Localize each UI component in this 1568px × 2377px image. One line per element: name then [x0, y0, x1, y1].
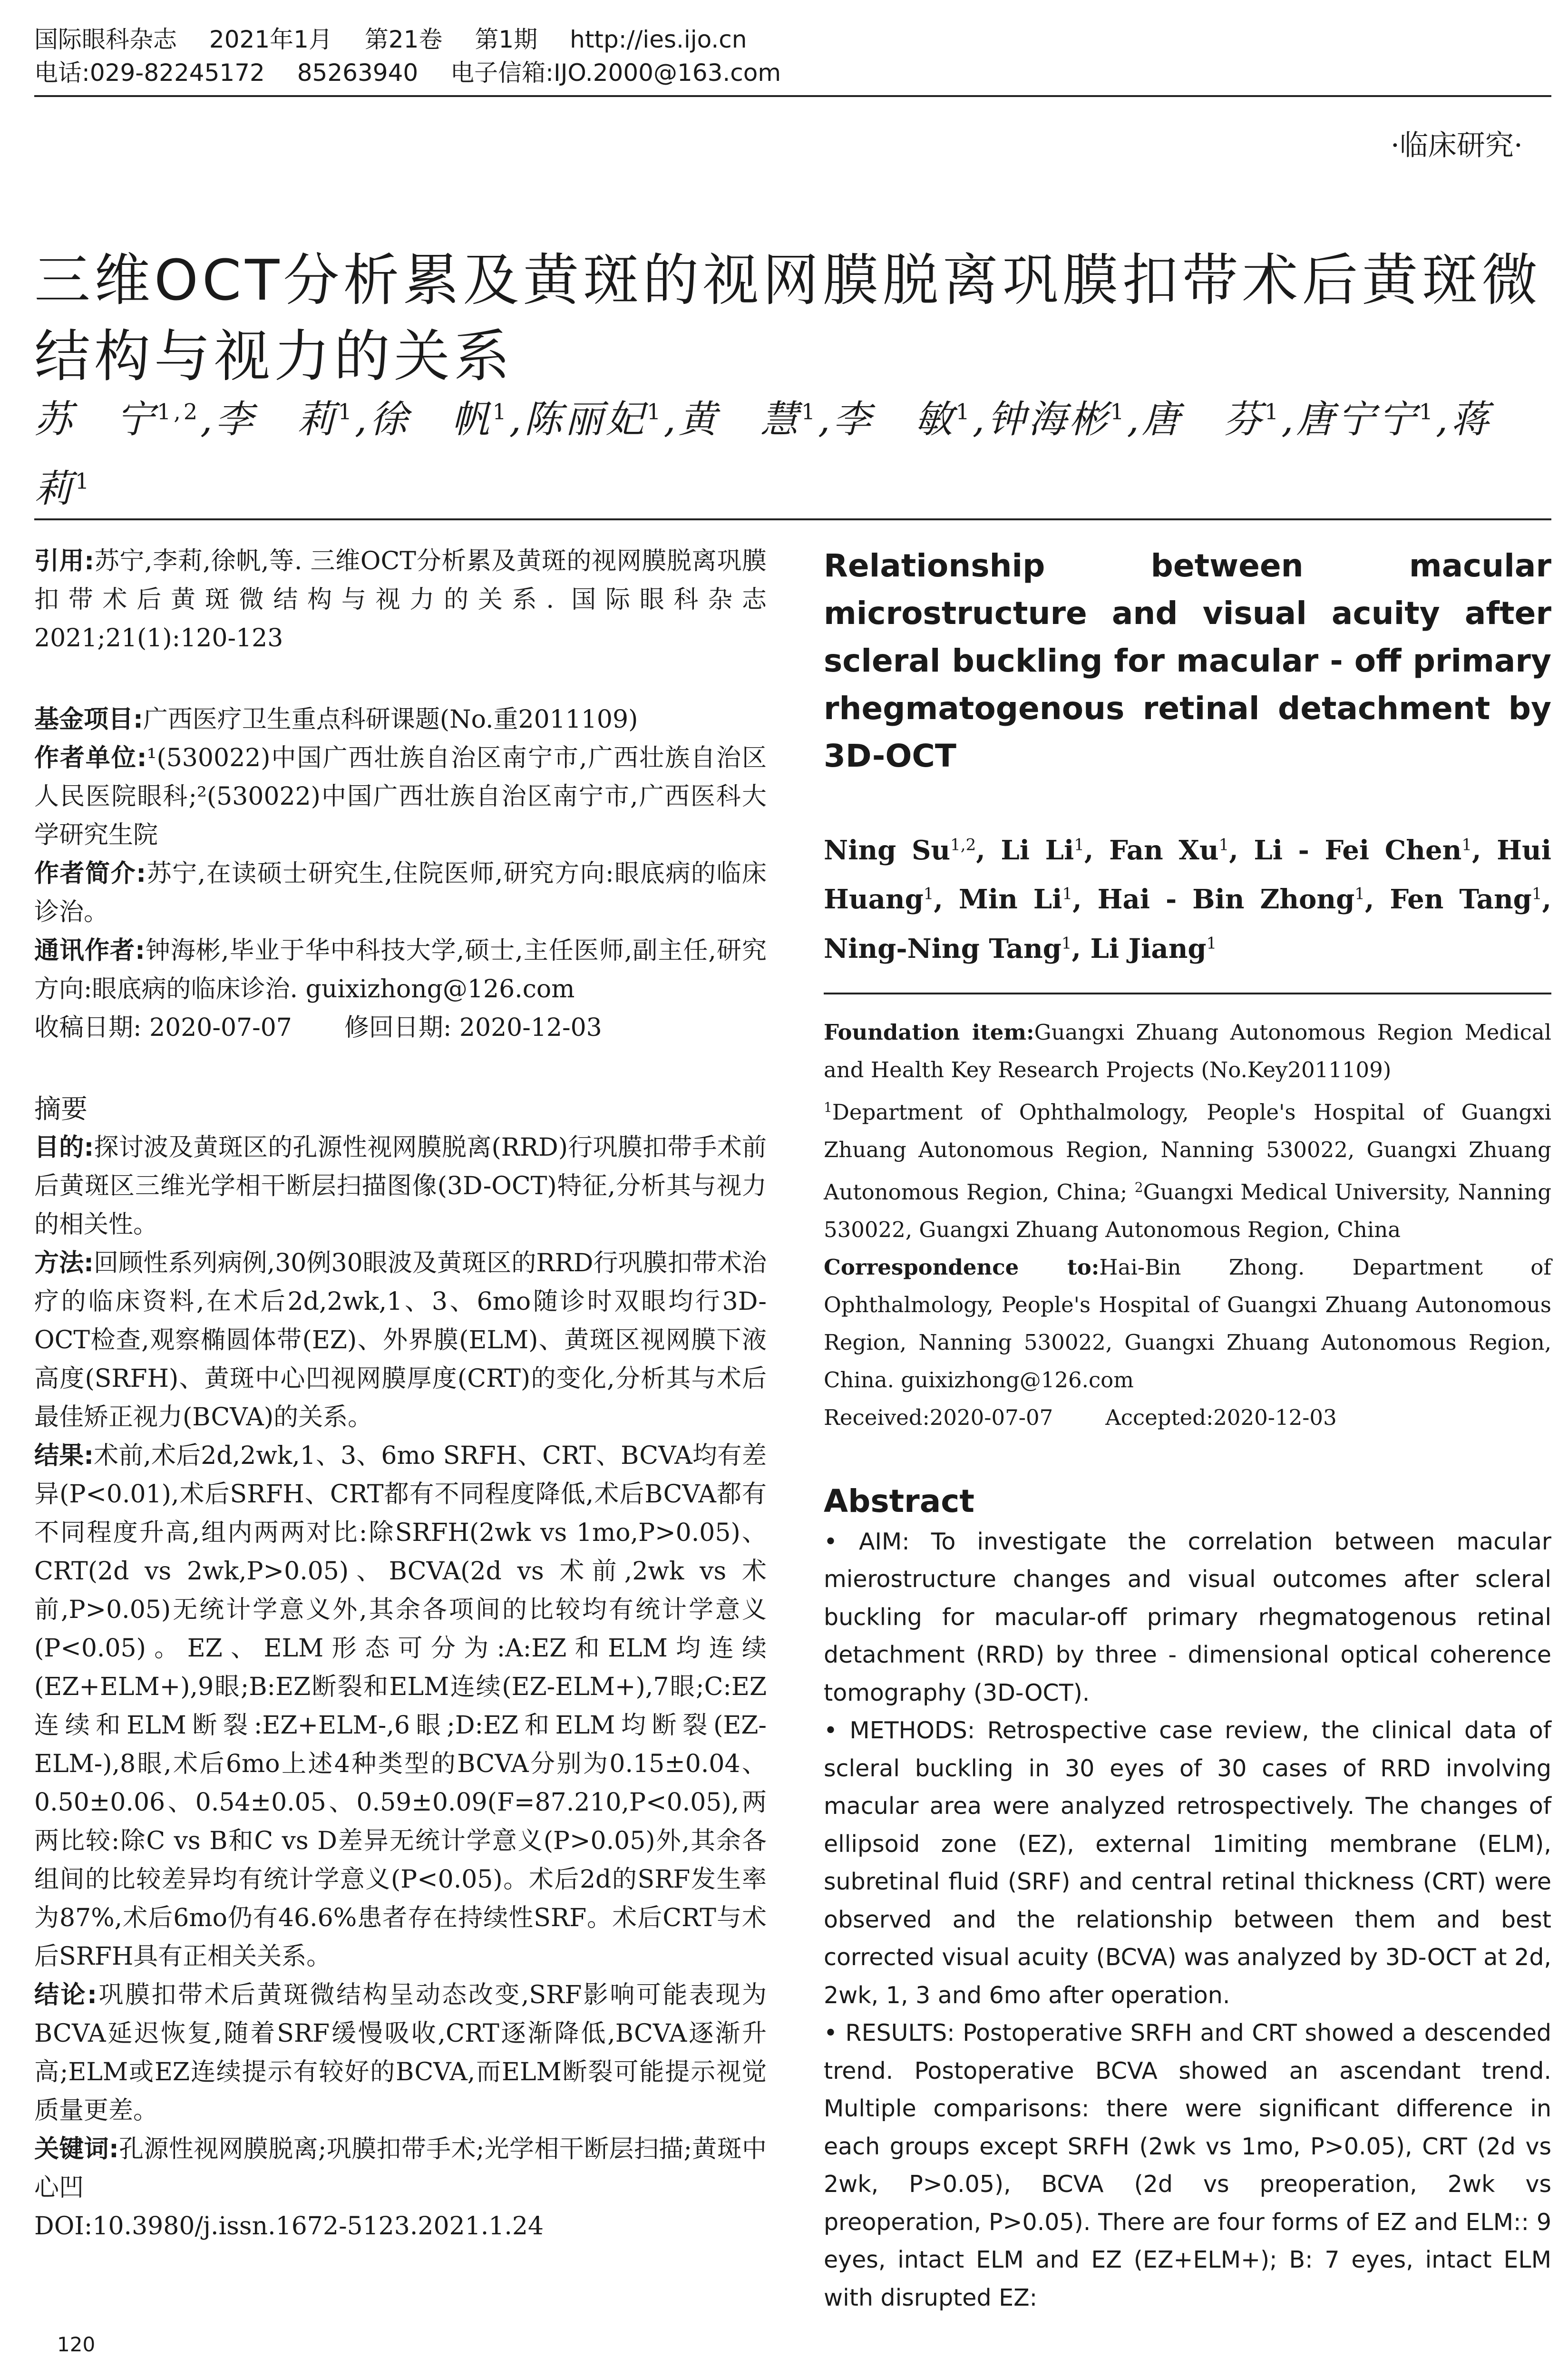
- fund-label: 基金项目:: [34, 705, 143, 734]
- received-en: Received:2020-07-07: [824, 1404, 1053, 1430]
- author-cn: 唐 芬$^1$: [1141, 397, 1282, 441]
- abstract-heading-cn: 摘要: [34, 1094, 88, 1125]
- doi[interactable]: DOI:10.3980/j.issn.1672-5123.2021.1.24: [34, 2212, 544, 2241]
- aim-label-en: • AIM:: [824, 1528, 910, 1555]
- english-author-list: Ning Su$^{1,2}$, Li Li$^1$, Fan Xu$^1$, Li - Fei Chen$^1$, Hui Huang$^1$, Min Li$^1$, Hai - Bin Zhong$^1$, Fen Tang$^1$, Ning-Ning Tang$^1$, Li Jiang$^1$: [824, 834, 1552, 964]
- corr-label: 通讯作者:: [34, 936, 145, 965]
- article-title: 三维OCT分析累及黄斑的视网膜脱离巩膜扣带术后黄斑微结构与视力的关系: [34, 247, 1542, 390]
- header-line-2: [34, 56, 1551, 89]
- citation-text: 苏宁,李莉,徐帆,等. 三维OCT分析累及黄斑的视网膜脱离巩膜扣带术后黄斑微结构与视力的关系. 国际眼科杂志 2021;21(1):120-123: [34, 547, 767, 653]
- methods-label-en: • METHODS:: [824, 1717, 975, 1744]
- chinese-author-list: 苏 宁$^{1,2}$,李 莉$^1$,徐 帆$^1$,陈丽妃$^1$,黄 慧$^1$,李 敏$^1$,钟海彬$^1$,唐 芬$^1$,唐宁宁$^1$,蒋 莉$^1$: [34, 397, 1533, 511]
- methods-label-cn: 方法:: [34, 1249, 94, 1277]
- author-en: Li Li$^1$: [1001, 834, 1084, 866]
- author-bio: [34, 855, 767, 932]
- affiliation-label: 作者单位:: [34, 744, 147, 772]
- author-cn: 苏 宁$^{1,2}$: [34, 397, 201, 441]
- affiliation-1: Department of Ophthalmology, People's Hospital of Guangxi Zhuang Autonomous Region, Nanning 530022, Guangxi Zhuang Autonomous Region, China;: [824, 1099, 1551, 1205]
- author-cn: 黄 慧$^1$: [678, 397, 818, 441]
- keywords-text-cn: 孔源性视网膜脱离;巩膜扣带手术;光学相干断层扫描;黄斑中心凹: [34, 2135, 767, 2202]
- author-cn: 陈丽妃$^1$: [524, 397, 664, 441]
- abstract-conclusion-cn: [34, 1976, 767, 2130]
- english-divider: [824, 993, 1551, 994]
- affiliation: [34, 739, 767, 855]
- english-correspondence: [824, 1248, 1551, 1399]
- english-metadata: [824, 1013, 1551, 1436]
- bio-text: 苏宁,在读硕士研究生,住院医师,研究方向:眼底病的临床诊治。: [34, 859, 767, 926]
- author-en: Li Jiang$^1$: [1090, 933, 1217, 964]
- foundation-label: Foundation item:: [824, 1019, 1034, 1045]
- author-cn: 唐宁宁$^1$: [1296, 397, 1436, 441]
- citation: [34, 542, 767, 658]
- results-text-cn: 术前,术后2d,2wk,1、3、6mo SRFH、CRT、BCVA均有差异(P<0.01),术后SRFH、CRT都有不同程度降低,术后BCVA都有不同程度升高,组内两两对比:除SRFH(2wk vs 1mo,P>0.05)、CRT(2d vs 2wk,P>0.05)、BCVA(2d vs 术前,2wk vs 术前,P>0.05)无统计学意义外,其余各项间的比较均有统计学意义(P<0.05)。EZ、ELM形态可分为:A:EZ和ELM均连续(EZ+ELM+),9眼;B:EZ断裂和ELM连续(EZ-ELM+),7眼;C:EZ连续和ELM断裂:EZ+ELM-,6眼;D:EZ和ELM均断裂(EZ-ELM-),8眼,术后6mo上述4种类型的BCVA分别为0.15±0.04、0.50±0.06、0.54±0.05、0.59±0.09(F=87.210,P<0.05),两两比较:除C vs B和C vs D差异无统计学意义(P>0.05)外,其余各组间的比较差异均有统计学意义(P<0.05)。术后2d的SRF发生率为87%,术后6mo仍有46.6%患者存在持续性SRF。术后CRT与术后SRFH具有正相关关系。: [34, 1442, 767, 1971]
- corresponding-author: [34, 932, 767, 1009]
- english-abstract: [824, 1523, 1551, 2317]
- revised-date: 修回日期: 2020-12-03: [344, 1013, 602, 1042]
- journal-phone-2: 85263940: [297, 59, 419, 87]
- received-date: 收稿日期: 2020-07-07: [34, 1013, 292, 1042]
- header-divider: [34, 95, 1551, 97]
- dates: [34, 1009, 767, 1047]
- english-title: Relationship between macular microstructure and visual acuity after scleral buckling for macular - off primary rhegmatogenous retinal detachment by 3D-OCT: [824, 547, 1551, 774]
- correspondence-text: Hai-Bin Zhong. Department of Ophthalmology, People's Hospital of Guangxi Zhuang Autonomous Region, Nanning 530022, Guangxi Zhuang Autonomous Region, China. guixizhong@126.com: [824, 1254, 1551, 1393]
- accepted-en: Accepted:2020-12-03: [1105, 1404, 1337, 1430]
- english-affiliation: $^1$Department of Ophthalmology, People's Hospital of Guangxi Zhuang Autonomous Region, Nanning 530022, Guangxi Zhuang Autonomous Region, China; $^2$Guangxi Medical University, Nanning 530022, Guangxi Zhuang Autonomous Region, China: [824, 1099, 1552, 1242]
- journal-header: [34, 23, 1551, 89]
- aim-text-en: To investigate the correlation between macular mierostructure changes and visual outcomes after scleral buckling for macular-off primary rhegmatogenous retinal detachment (RRD) by three - dimensional optical coherence tomography (3D-OCT).: [824, 1528, 1551, 1706]
- affiliation-2: Guangxi Medical University, Nanning 530022, Guangxi Zhuang Autonomous Region, China: [824, 1179, 1552, 1242]
- methods-text-en: Retrospective case review, the clinical data of scleral buckling in 30 eyes of 30 cases of RRD involving macular area were analyzed retrospectively. The changes of ellipsoid zone (EZ), external 1imiting membrane (ELM), subretinal fluid (SRF) and central retinal thickness (CRT) were observed and the relationship between them and best corrected visual acuity (BCVA) was analyzed by 3D-OCT at 2d, 2wk, 1, 3 and 6mo after operation.: [824, 1717, 1552, 2009]
- chinese-column: [34, 542, 767, 2246]
- author-en: Ning Su$^{1,2}$: [824, 834, 976, 866]
- results-label-en: • RESULTS:: [824, 2019, 955, 2047]
- author-en: Hui Huang$^1$: [824, 834, 1552, 916]
- foundation-text: Guangxi Zhuang Autonomous Region Medical and Health Key Research Projects (No.Key2011109): [824, 1019, 1551, 1082]
- foundation-item: [824, 1013, 1551, 1089]
- abstract-heading-en: Abstract: [824, 1482, 974, 1520]
- volume: 第21卷: [364, 26, 443, 53]
- author-en: Fen Tang$^1$: [1390, 884, 1542, 916]
- results-label-cn: 结果:: [34, 1442, 94, 1470]
- author-cn: 蒋 莉$^1$: [34, 397, 1533, 511]
- bio-label: 作者简介:: [34, 859, 146, 888]
- keywords-label-cn: 关键词:: [34, 2135, 119, 2163]
- abstract-results-cn: [34, 1437, 767, 1976]
- conclusion-label-cn: 结论:: [34, 1981, 97, 2009]
- methods-text-cn: 回顾性系列病例,30例30眼波及黄斑区的RRD行巩膜扣带术治疗的临床资料,在术后2d,2wk,1、3、6mo随诊时双眼均行3D-OCT检查,观察椭圆体带(EZ)、外界膜(ELM)、黄斑区视网膜下液高度(SRFH)、黄斑中心凹视网膜厚度(CRT)的变化,分析其与术后最佳矫正视力(BCVA)的关系。: [34, 1249, 767, 1432]
- header-line-1: [34, 23, 1551, 56]
- abstract-results-en: [824, 2014, 1551, 2317]
- english-column: [824, 542, 1551, 2317]
- citation-label: 引用:: [34, 547, 95, 575]
- journal-name: 国际眼科杂志: [34, 26, 177, 53]
- conclusion-text-cn: 巩膜扣带术后黄斑微结构呈动态改变,SRF影响可能表现为BCVA延迟恢复,随着SRF缓慢吸收,CRT逐渐降低,BCVA逐渐升高;ELM或EZ连续提示有较好的BCVA,而ELM断裂可能提示视觉质量更差。: [34, 1981, 767, 2125]
- fund: [34, 701, 767, 739]
- author-en: Min Li$^1$: [958, 884, 1073, 916]
- author-en: Fan Xu$^1$: [1109, 834, 1229, 866]
- issue: 第1期: [475, 26, 538, 53]
- fund-text: 广西医疗卫生重点科研课题(No.重2011109): [143, 705, 638, 734]
- page-number: 120: [57, 2333, 96, 2356]
- corr-text: 钟海彬,毕业于华中科技大学,硕士,主任医师,副主任,研究方向:眼底病的临床诊治. guixizhong@126.com: [34, 936, 767, 1003]
- author-en: Li - Fei Chen$^1$: [1254, 834, 1472, 866]
- english-dates: [824, 1399, 1551, 1436]
- abstract-methods-en: [824, 1712, 1551, 2014]
- title-divider: [34, 518, 1551, 520]
- affiliation-text: ¹(530022)中国广西壮族自治区南宁市,广西壮族自治区人民医院眼科;²(530022)中国广西壮族自治区南宁市,广西医科大学研究生院: [34, 744, 767, 849]
- author-cn: 李 莉$^1$: [215, 397, 355, 441]
- section-tag: ·临床研究·: [1390, 129, 1523, 162]
- author-cn: 钟海彬$^1$: [987, 397, 1127, 441]
- journal-url[interactable]: http://ies.ijo.cn: [570, 26, 747, 53]
- issue-date: 2021年1月: [209, 26, 332, 53]
- author-cn: 徐 帆$^1$: [370, 397, 509, 441]
- author-cn: 李 敏$^1$: [833, 397, 973, 441]
- aim-text-cn: 探讨波及黄斑区的孔源性视网膜脱离(RRD)行巩膜扣带手术前后黄斑区三维光学相干断层扫描图像(3D-OCT)特征,分析其与视力的相关性。: [34, 1133, 767, 1239]
- abstract-methods-cn: [34, 1244, 767, 1437]
- author-en: Hai - Bin Zhong$^1$: [1097, 884, 1365, 916]
- abstract-aim-cn: [34, 1129, 767, 1244]
- abstract-aim-en: [824, 1523, 1551, 1712]
- author-en: Ning-Ning Tang$^1$: [824, 933, 1072, 964]
- correspondence-label: Correspondence to:: [824, 1254, 1100, 1280]
- aim-label-cn: 目的:: [34, 1133, 94, 1162]
- journal-email: 电子信箱:IJO.2000@163.com: [450, 59, 781, 87]
- keywords-cn: [34, 2130, 767, 2207]
- results-text-en: Postoperative SRFH and CRT showed a descended trend. Postoperative BCVA showed an ascendant trend. Multiple comparisons: there were significant difference in each groups except SRFH (2wk vs 1mo, P>0.05), CRT (2d vs 2wk, P>0.05), BCVA (2d vs preoperation, 2wk vs preoperation, P>0.05). There are four forms of EZ and ELM:: 9 eyes, intact ELM and EZ (EZ+ELM+); B: 7 eyes, intact ELM with disrupted EZ:: [824, 2019, 1551, 2311]
- journal-phone: 电话:029-82245172: [34, 59, 265, 87]
